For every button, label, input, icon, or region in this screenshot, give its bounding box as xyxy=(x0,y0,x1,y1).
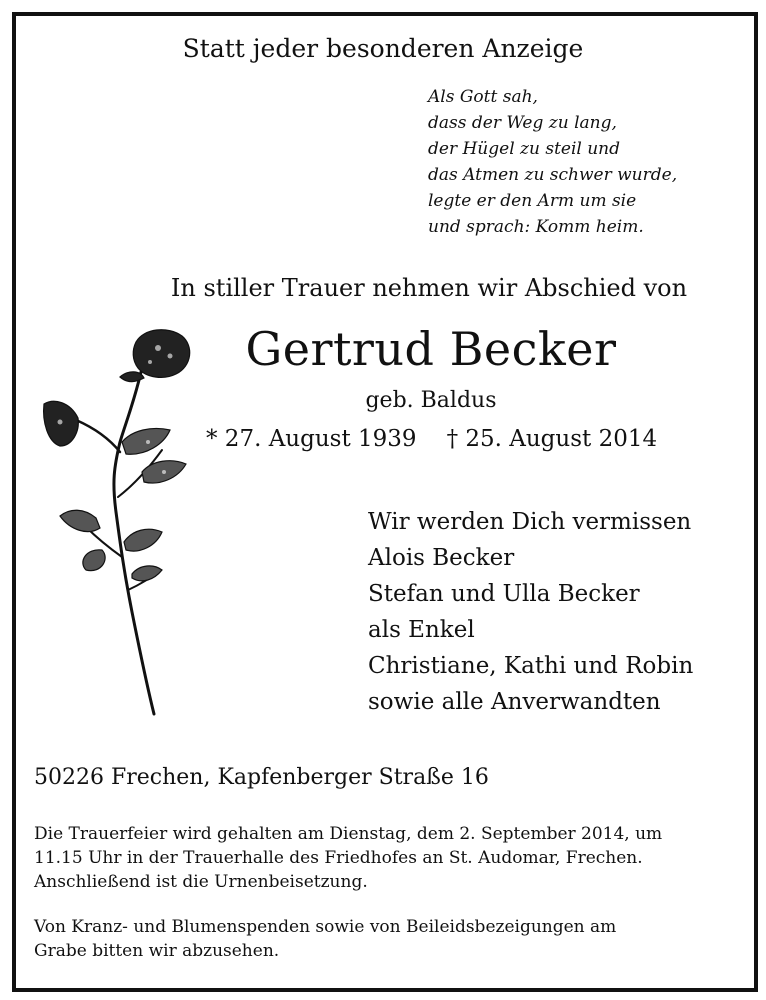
deceased-name: Gertrud Becker xyxy=(245,322,617,376)
service-line: Die Trauerfeier wird gehalten am Dienstag, dem 2. September 2014, um xyxy=(34,824,663,844)
donation-line: Von Kranz- und Blumenspenden sowie von Beileidsbezeigungen am xyxy=(34,917,617,937)
poem-line: dass der Weg zu lang, xyxy=(428,113,617,133)
service-line: 11.15 Uhr in der Trauerhalle des Friedhofes an St. Audomar, Frechen. xyxy=(34,848,643,868)
birth-date: * 27. August 1939 xyxy=(206,426,417,452)
donation-line: Grabe bitten wir abzusehen. xyxy=(34,941,280,961)
poem-line: das Atmen zu schwer wurde, xyxy=(428,165,678,185)
poem xyxy=(428,84,677,240)
poem-line: und sprach: Komm heim. xyxy=(428,217,644,237)
mourner-line: Alois Becker xyxy=(368,545,515,571)
poem-line: legte er den Arm um sie xyxy=(428,191,637,211)
mourner-line: als Enkel xyxy=(368,617,475,643)
service-line: Anschließend ist die Urnenbeisetzung. xyxy=(34,872,368,892)
mourner-line: Wir werden Dich vermissen xyxy=(368,509,692,535)
death-date: † 25. August 2014 xyxy=(446,426,658,452)
farewell-intro: In stiller Trauer nehmen wir Abschied von xyxy=(170,274,688,302)
donation-paragraph xyxy=(34,915,616,963)
service-paragraph xyxy=(34,822,662,894)
family-address: 50226 Frechen, Kapfenberger Straße 16 xyxy=(34,765,489,790)
poem-line: der Hügel zu steil und xyxy=(428,139,621,159)
notice-heading: Statt jeder besonderen Anzeige xyxy=(182,34,584,63)
mourner-line: sowie alle Anverwandten xyxy=(368,689,661,715)
life-dates xyxy=(206,428,657,451)
rose-illustration-icon xyxy=(36,322,206,722)
mourner-line: Stefan und Ulla Becker xyxy=(368,581,640,607)
maiden-name: geb. Baldus xyxy=(365,388,497,413)
mourners-list xyxy=(368,504,693,720)
mourner-line: Christiane, Kathi und Robin xyxy=(368,653,694,679)
poem-line: Als Gott sah, xyxy=(428,87,538,107)
